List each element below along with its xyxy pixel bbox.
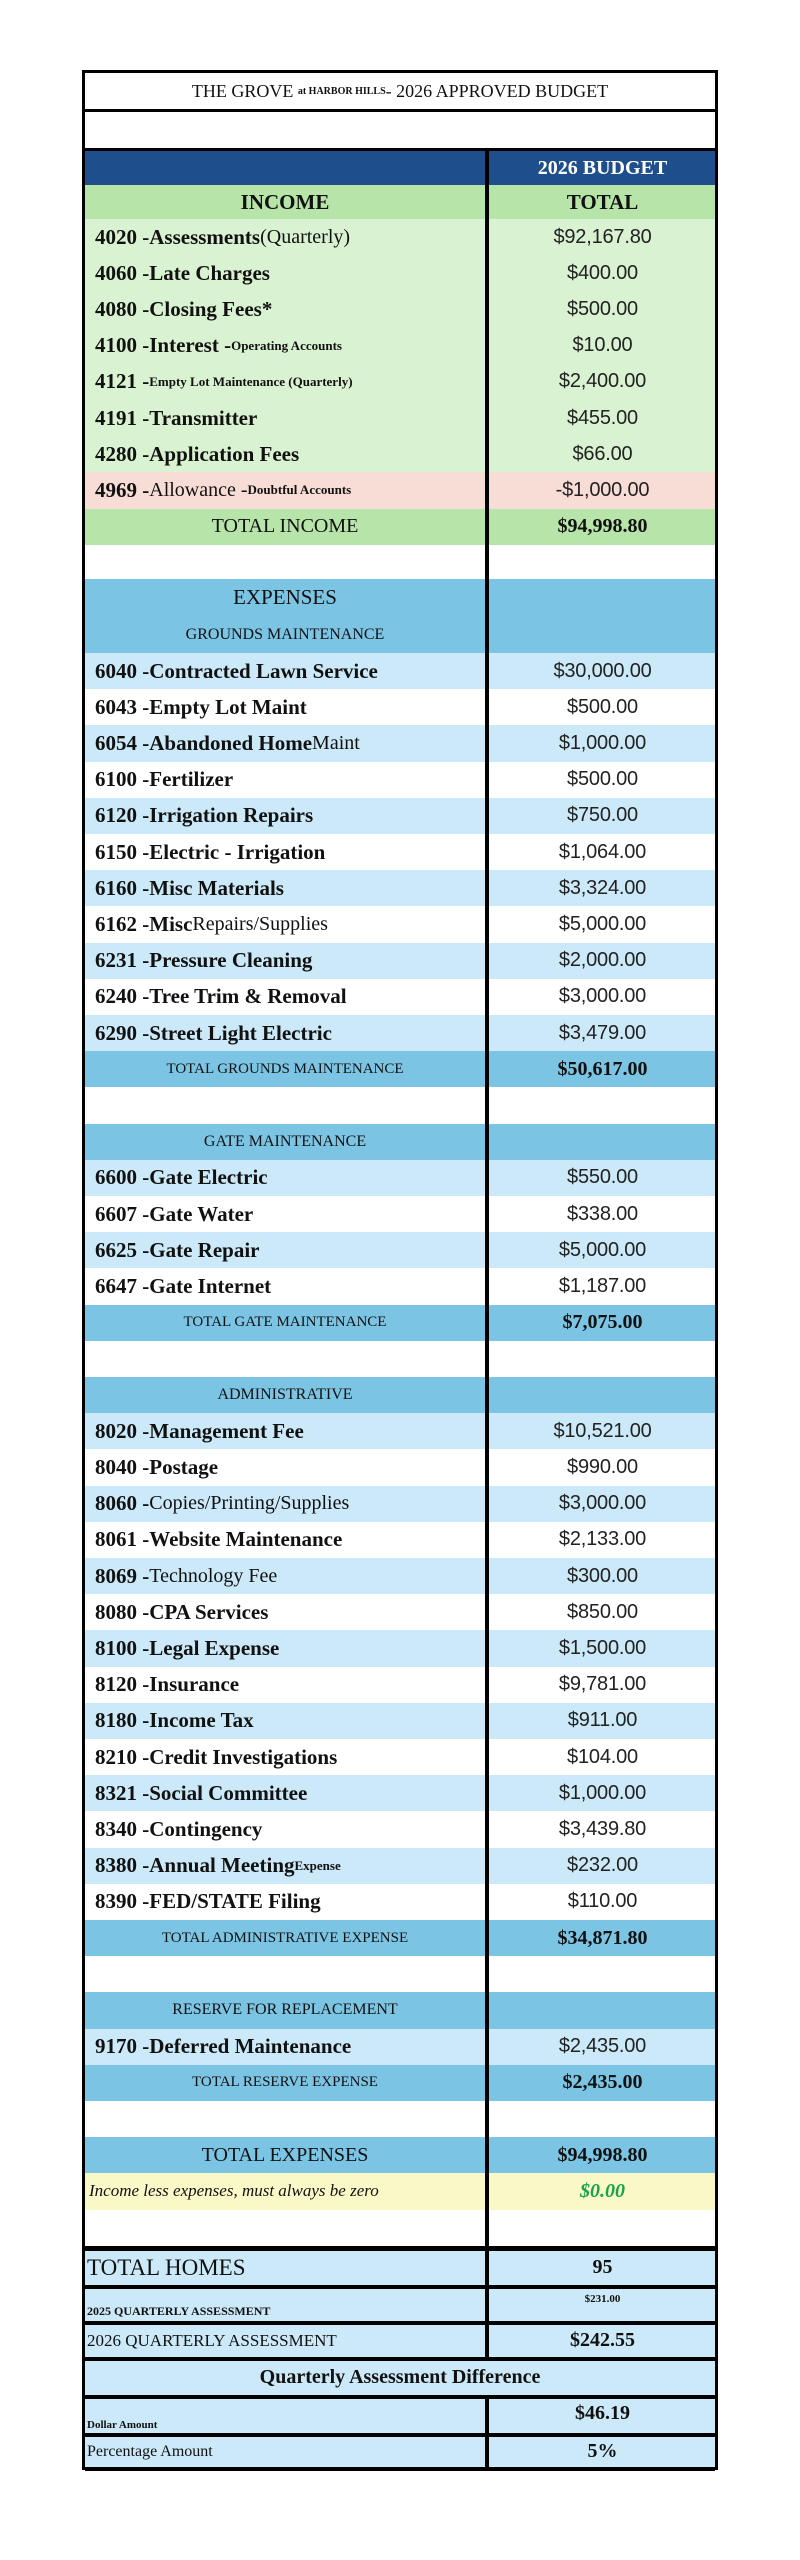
- line-item-label: [85, 1884, 485, 1920]
- amount: $232.00: [567, 1854, 638, 1877]
- account-code: 8321 -: [95, 1780, 150, 1805]
- line-item-label: [85, 1630, 485, 1666]
- account-name: Credit Investigations: [149, 1744, 338, 1769]
- amount: $104.00: [567, 1745, 638, 1768]
- total-expenses-amount: $94,998.80: [557, 2143, 648, 2166]
- column-header-row: [85, 151, 715, 185]
- check-row: [85, 2173, 715, 2209]
- column-divider: [485, 2399, 489, 2433]
- admin-section-header: [85, 1377, 715, 1413]
- account-suffix: Maint: [312, 731, 360, 754]
- gate-total-label: TOTAL GATE MAINTENANCE: [183, 1314, 387, 1331]
- account-code: 6240 -: [95, 984, 150, 1009]
- column-divider: [485, 151, 489, 2246]
- reserve-total-label: TOTAL RESERVE EXPENSE: [192, 2074, 378, 2091]
- amount: $3,479.00: [558, 1021, 647, 1044]
- account-code: 6100 -: [95, 767, 150, 792]
- total-expenses-label: TOTAL EXPENSES: [201, 2143, 369, 2166]
- grounds-row: [85, 689, 715, 725]
- amount: $2,400.00: [558, 370, 647, 393]
- gate-total-row: [85, 1305, 715, 1341]
- amount: $550.00: [567, 1166, 638, 1189]
- dollar-amount: [85, 2399, 715, 2433]
- section-header-blank: [490, 1992, 715, 2028]
- line-item-label: [85, 689, 485, 725]
- account-name: Abandoned Home: [149, 730, 313, 755]
- divider: [85, 148, 715, 151]
- amount: $1,000.00: [558, 731, 647, 754]
- admin-row: [85, 1449, 715, 1485]
- account-name: Closing Fees*: [149, 296, 273, 321]
- account-name: Deferred Maintenance: [149, 2034, 352, 2059]
- reserve-section-header: [85, 1992, 715, 2028]
- account-code: 8120 -: [95, 1672, 150, 1697]
- amount: $338.00: [567, 1202, 638, 1225]
- line-item-label: [85, 1413, 485, 1449]
- divider: [85, 2246, 715, 2251]
- account-suffix: Repairs/Supplies: [192, 912, 328, 935]
- grounds-section-label: GROUNDS MAINTENANCE: [185, 625, 385, 643]
- grounds-row: [85, 906, 715, 942]
- income-row: [85, 472, 715, 508]
- account-code: 6150 -: [95, 839, 150, 864]
- amount: $9,781.00: [558, 1673, 647, 1696]
- reserve-total-amount: $2,435.00: [562, 2071, 643, 2094]
- section-header-blank: [490, 617, 715, 653]
- account-name: Fertilizer: [149, 767, 234, 792]
- line-item-label: [85, 906, 485, 942]
- account-name: Empty Lot Maint: [149, 694, 307, 719]
- account-suffix: Expense: [294, 1857, 341, 1873]
- account-code: 6647 -: [95, 1273, 150, 1298]
- account-code: 6231 -: [95, 948, 150, 973]
- account-name: Contracted Lawn Service: [149, 658, 378, 683]
- qa-2025-label: 2025 QUARTERLY ASSESSMENT: [87, 2303, 271, 2318]
- account-code: 8180 -: [95, 1708, 150, 1733]
- income-row: [85, 436, 715, 472]
- amount: -$1,000.00: [555, 478, 650, 501]
- budget-column-header: 2026 BUDGET: [537, 156, 668, 179]
- admin-row: [85, 1594, 715, 1630]
- amount: $1,187.00: [558, 1274, 647, 1297]
- account-code: 8340 -: [95, 1816, 150, 1841]
- account-code: 9170 -: [95, 2034, 150, 2059]
- line-item-label: [85, 1594, 485, 1630]
- reserve-section-label: RESERVE FOR REPLACEMENT: [172, 2001, 398, 2019]
- expenses-header: EXPENSES: [233, 585, 337, 610]
- amount: $110.00: [567, 1890, 638, 1913]
- account-code: 6625 -: [95, 1237, 150, 1262]
- line-item-label: [85, 762, 485, 798]
- amount: $3,324.00: [558, 876, 647, 899]
- total-homes: [85, 2251, 715, 2285]
- account-suffix: (Quarterly): [260, 225, 351, 248]
- account-name: Postage: [149, 1454, 219, 1479]
- account-code: 8061 -: [95, 1527, 150, 1552]
- account-code: 4020 -: [95, 224, 150, 249]
- amount: $66.00: [572, 442, 633, 465]
- grounds-row: [85, 979, 715, 1015]
- amount: $750.00: [567, 804, 638, 827]
- divider: [85, 2285, 715, 2289]
- line-item-label: [85, 1522, 485, 1558]
- account-name: Late Charges: [149, 260, 270, 285]
- account-code: 8100 -: [95, 1635, 150, 1660]
- account-code: 8380 -: [95, 1853, 150, 1878]
- line-item-label: [85, 1449, 485, 1485]
- income-row: [85, 364, 715, 400]
- account-name: Misc: [149, 911, 193, 936]
- account-name: FED/STATE Filing: [149, 1889, 321, 1914]
- line-item-label: [85, 1811, 485, 1847]
- admin-row: [85, 1522, 715, 1558]
- amount: $2,435.00: [558, 2035, 647, 2058]
- grounds-row: [85, 870, 715, 906]
- blank-row: [85, 1956, 715, 1992]
- total-expenses-row: [85, 2137, 715, 2173]
- gate-section-header: [85, 1124, 715, 1160]
- divider: [85, 109, 715, 112]
- admin-total-amount: $34,871.80: [557, 1926, 648, 1949]
- amount: $30,000.00: [553, 659, 652, 682]
- qa-2025-value: $231.00: [584, 2292, 621, 2305]
- dollar-amount-label: Dollar Amount: [87, 2418, 158, 2431]
- gate-row: [85, 1196, 715, 1232]
- blank-row: [85, 2101, 715, 2137]
- page-title: [85, 73, 715, 109]
- account-name: CPA Services: [149, 1599, 269, 1624]
- line-item-label: [85, 1739, 485, 1775]
- account-code: 6600 -: [95, 1165, 150, 1190]
- account-name: Contingency: [149, 1816, 263, 1841]
- income-row: [85, 328, 715, 364]
- line-item-label: [85, 943, 485, 979]
- grounds-row: [85, 798, 715, 834]
- line-item-label: [85, 364, 485, 400]
- admin-row: [85, 1413, 715, 1449]
- account-code: 4060 -: [95, 260, 150, 285]
- account-name: Assessments: [149, 224, 261, 249]
- account-code: 6043 -: [95, 694, 150, 719]
- grounds-total-amount: $50,617.00: [557, 1057, 648, 1080]
- account-suffix: Operating Accounts: [231, 337, 342, 353]
- line-item-label: [85, 1558, 485, 1594]
- check-value: $0.00: [580, 2179, 625, 2202]
- account-code: 6607 -: [95, 1201, 150, 1226]
- line-item-label: [85, 653, 485, 689]
- divider: [85, 2395, 715, 2399]
- account-name: Electric - Irrigation: [149, 839, 326, 864]
- line-item-label: [85, 291, 485, 327]
- income-row: [85, 400, 715, 436]
- grounds-total-label: TOTAL GROUNDS MAINTENANCE: [166, 1060, 404, 1077]
- line-item-label: [85, 219, 485, 255]
- amount: $1,000.00: [558, 1781, 647, 1804]
- account-suffix: Empty Lot Maintenance (Quarterly): [149, 373, 353, 389]
- amount: $5,000.00: [558, 1238, 647, 1261]
- account-name: Social Committee: [149, 1780, 308, 1805]
- amount: $300.00: [567, 1564, 638, 1587]
- account-suffix: Copies/Printing/Supplies: [149, 1492, 350, 1515]
- column-divider: [485, 2325, 489, 2357]
- admin-row: [85, 1775, 715, 1811]
- line-item-label: [85, 1232, 485, 1268]
- blank-row: [85, 545, 715, 579]
- line-item-label: [85, 834, 485, 870]
- account-code: 8069 -: [95, 1563, 150, 1588]
- title-main: THE GROVE: [191, 80, 294, 101]
- admin-row: [85, 1703, 715, 1739]
- grounds-row: [85, 834, 715, 870]
- line-item-label: [85, 328, 485, 364]
- grounds-section-header: [85, 617, 715, 653]
- blank-row: [85, 1341, 715, 1377]
- account-name: Misc Materials: [149, 875, 284, 900]
- percent-amount: [85, 2437, 715, 2467]
- account-name: Street Light Electric: [149, 1020, 332, 1045]
- gate-row: [85, 1232, 715, 1268]
- dollar-amount-value: $46.19: [575, 2401, 630, 2424]
- section-header-blank: [490, 1377, 715, 1413]
- account-code: 8080 -: [95, 1599, 150, 1624]
- account-name: Tree Trim & Removal: [149, 984, 347, 1009]
- line-item-label: [85, 2029, 485, 2065]
- income-header: INCOME: [240, 189, 330, 214]
- account-code: 4121 -: [95, 369, 150, 394]
- admin-row: [85, 1811, 715, 1847]
- account-code: 6160 -: [95, 875, 150, 900]
- line-item-label: [85, 1268, 485, 1304]
- blank-row: [85, 1087, 715, 1123]
- gate-row: [85, 1268, 715, 1304]
- amount: $2,133.00: [558, 1528, 647, 1551]
- grounds-row: [85, 943, 715, 979]
- gate-total-amount: $7,075.00: [562, 1311, 643, 1334]
- amount: $500.00: [567, 695, 638, 718]
- income-row: [85, 255, 715, 291]
- difference-header-row: [85, 2361, 715, 2395]
- amount: $990.00: [567, 1455, 638, 1478]
- account-code: 6290 -: [95, 1020, 150, 1045]
- account-name: Application Fees: [149, 441, 300, 466]
- column-divider: [485, 2289, 489, 2321]
- account-name: Gate Electric: [149, 1165, 268, 1190]
- account-code: 8020 -: [95, 1418, 150, 1443]
- total-homes-label: TOTAL HOMES: [87, 2254, 246, 2280]
- total-income-label: TOTAL INCOME: [211, 515, 359, 538]
- amount: $455.00: [567, 406, 638, 429]
- reserve-row: [85, 2029, 715, 2065]
- grounds-row: [85, 1015, 715, 1051]
- blank-row: [85, 112, 715, 148]
- budget-sheet: [82, 70, 718, 2470]
- account-name: Pressure Cleaning: [149, 948, 313, 973]
- admin-row: [85, 1884, 715, 1920]
- title-small: at HARBOR HILLS: [297, 85, 386, 97]
- amount: $3,000.00: [558, 1492, 647, 1515]
- expenses-header-row: [85, 579, 715, 617]
- divider: [85, 2467, 715, 2471]
- line-item-label: [85, 255, 485, 291]
- gate-section-label: GATE MAINTENANCE: [203, 1132, 367, 1150]
- amount: $10.00: [572, 334, 633, 357]
- section-header-blank: [490, 1124, 715, 1160]
- account-suffix: Technology Fee: [149, 1564, 278, 1587]
- title-rest: - 2026 APPROVED BUDGET: [385, 80, 609, 101]
- account-code: 4969 -: [95, 477, 150, 502]
- account-name: Transmitter: [149, 405, 258, 430]
- amount: $5,000.00: [558, 912, 647, 935]
- admin-row: [85, 1558, 715, 1594]
- line-item-label: [85, 1775, 485, 1811]
- amount: $1,064.00: [558, 840, 647, 863]
- qa-2026-label: 2026 QUARTERLY ASSESSMENT: [87, 2330, 337, 2350]
- grounds-total-row: [85, 1051, 715, 1087]
- line-item-label: [85, 1703, 485, 1739]
- line-item-label: [85, 725, 485, 761]
- line-item-label: [85, 436, 485, 472]
- account-name: Irrigation Repairs: [149, 803, 314, 828]
- grounds-row: [85, 653, 715, 689]
- line-item-label: [85, 1486, 485, 1522]
- account-name: Gate Water: [149, 1201, 254, 1226]
- divider: [85, 2357, 715, 2361]
- account-suffix: Doubtful Accounts: [247, 482, 352, 498]
- column-header-blank: [85, 151, 485, 185]
- account-name: Insurance: [149, 1672, 240, 1697]
- line-item-label: [85, 1015, 485, 1051]
- account-code: 4080 -: [95, 296, 150, 321]
- account-name: Interest -: [149, 333, 232, 358]
- line-item-label: [85, 979, 485, 1015]
- income-row: [85, 291, 715, 327]
- column-divider: [485, 2251, 489, 2285]
- expenses-header-blank: [490, 579, 715, 617]
- admin-section-label: ADMINISTRATIVE: [217, 1386, 353, 1404]
- admin-row: [85, 1486, 715, 1522]
- total-homes-value: 95: [592, 2256, 613, 2279]
- admin-total-label: TOTAL ADMINISTRATIVE EXPENSE: [161, 1929, 409, 1946]
- amount: $911.00: [567, 1709, 638, 1732]
- account-name: Gate Internet: [149, 1273, 272, 1298]
- income-row: [85, 219, 715, 255]
- difference-header: Quarterly Assessment Difference: [259, 2366, 541, 2389]
- line-item-label: [85, 798, 485, 834]
- amount: $3,000.00: [558, 985, 647, 1008]
- line-item-label: [85, 1667, 485, 1703]
- income-header-row: [85, 185, 715, 219]
- amount: $500.00: [567, 297, 638, 320]
- column-divider: [485, 2437, 489, 2467]
- line-item-label: [85, 1848, 485, 1884]
- line-item-label: [85, 400, 485, 436]
- gate-row: [85, 1160, 715, 1196]
- account-code: 4100 -: [95, 333, 150, 358]
- account-code: 6162 -: [95, 911, 150, 936]
- line-item-label: [85, 472, 485, 508]
- amount: $1,500.00: [558, 1636, 647, 1659]
- line-item-label: [85, 1160, 485, 1196]
- total-income-row: [85, 509, 715, 545]
- account-code: 6054 -: [95, 730, 150, 755]
- account-code: 8210 -: [95, 1744, 150, 1769]
- account-code: 8390 -: [95, 1889, 150, 1914]
- account-code: 6040 -: [95, 658, 150, 683]
- account-code: 8040 -: [95, 1454, 150, 1479]
- total-header: TOTAL: [566, 189, 639, 214]
- account-name: Annual Meeting: [149, 1853, 295, 1878]
- account-name: Allowance -: [149, 478, 248, 501]
- account-name: Website Maintenance: [149, 1527, 343, 1552]
- amount: $850.00: [567, 1600, 638, 1623]
- reserve-total-row: [85, 2065, 715, 2101]
- line-item-label: [85, 870, 485, 906]
- admin-row: [85, 1667, 715, 1703]
- admin-row: [85, 1848, 715, 1884]
- account-name: Management Fee: [149, 1418, 304, 1443]
- account-code: 8060 -: [95, 1491, 150, 1516]
- account-name: Gate Repair: [149, 1237, 260, 1262]
- amount: $2,000.00: [558, 949, 647, 972]
- qa-2025: [85, 2289, 715, 2321]
- title-row: [85, 73, 715, 109]
- divider: [85, 2321, 715, 2325]
- grounds-row: [85, 762, 715, 798]
- amount: $400.00: [567, 261, 638, 284]
- admin-row: [85, 1739, 715, 1775]
- percent-amount-value: 5%: [587, 2440, 618, 2463]
- account-code: 4191 -: [95, 405, 150, 430]
- admin-row: [85, 1630, 715, 1666]
- grounds-row: [85, 725, 715, 761]
- qa-2026-value: $242.55: [570, 2329, 635, 2352]
- amount: $10,521.00: [553, 1419, 652, 1442]
- amount: $500.00: [567, 768, 638, 791]
- divider: [85, 2433, 715, 2437]
- admin-total-row: [85, 1920, 715, 1956]
- account-code: 6120 -: [95, 803, 150, 828]
- line-item-label: [85, 1196, 485, 1232]
- blank-row: [85, 2210, 715, 2246]
- check-label: Income less expenses, must always be zero: [89, 2181, 379, 2201]
- amount: $92,167.80: [553, 225, 652, 248]
- account-name: Legal Expense: [149, 1635, 280, 1660]
- total-income-amount: $94,998.80: [557, 515, 648, 538]
- account-code: 4280 -: [95, 441, 150, 466]
- qa-2026: [85, 2325, 715, 2357]
- amount: $3,439.80: [558, 1817, 647, 1840]
- account-name: Income Tax: [149, 1708, 254, 1733]
- percent-amount-label: Percentage Amount: [87, 2442, 213, 2460]
